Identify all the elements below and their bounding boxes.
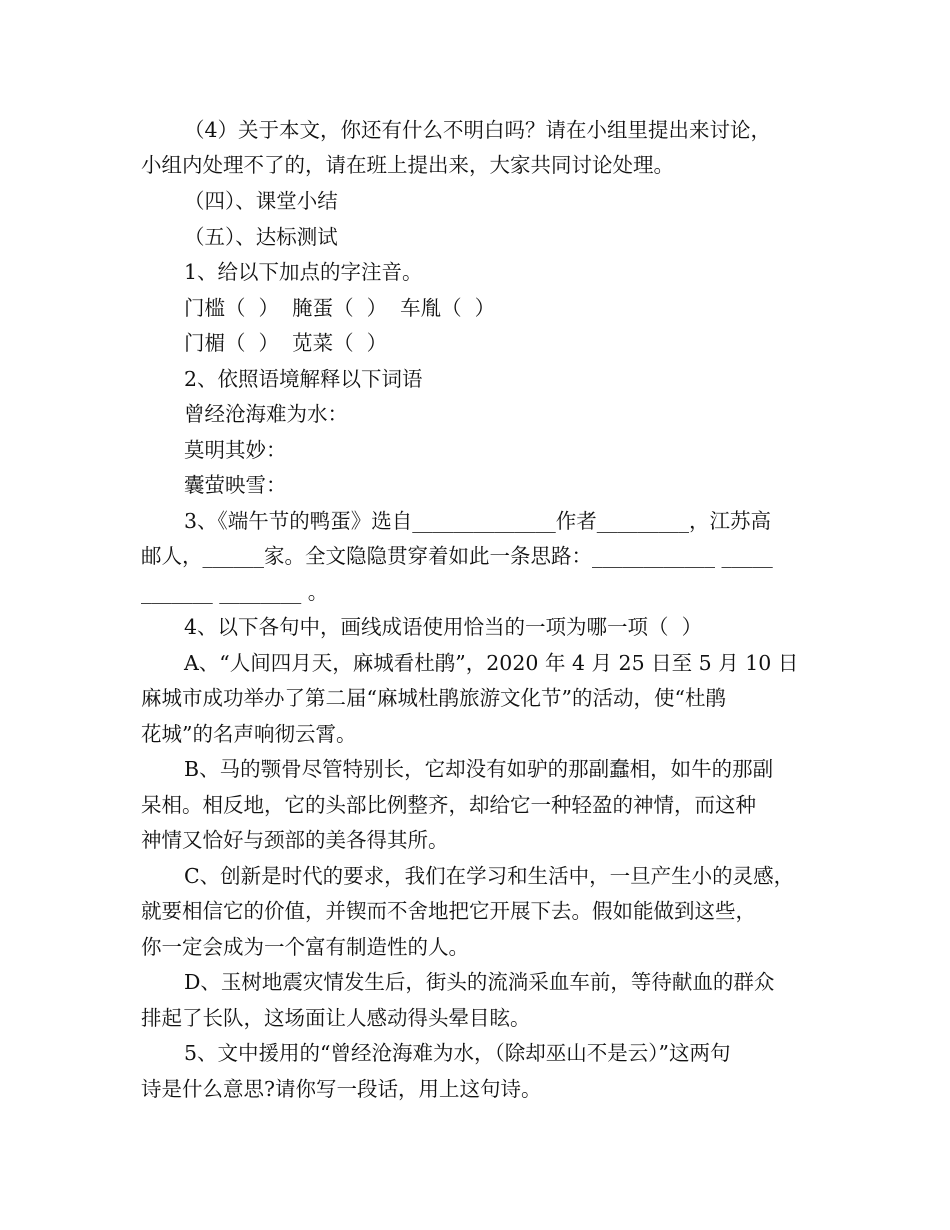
section-heading: （四）、课堂小结: [184, 189, 338, 213]
term-line: 曾经沧海难为水：: [184, 402, 348, 426]
question-line: 2、依照语境解释以下词语: [184, 367, 423, 391]
paragraph-line: 呆相。相反地，它的头部比例整齐，却给它一种轻盈的神情，而这种: [141, 793, 756, 817]
option-line: B、马的颚骨尽管特别长，它却没有如驴的那副蠢相，如牛的那副: [184, 757, 774, 781]
paragraph-line: 你一定会成为一个富有制造性的人。: [141, 935, 469, 959]
section-heading: （五）、达标测试: [184, 225, 338, 249]
paragraph-line: 神情又恰好与颈部的美各得其所。: [141, 828, 449, 852]
paragraph-line: 花城”的名声响彻云霄。: [141, 722, 357, 746]
term-line: 囊萤映雪：: [184, 473, 287, 497]
paragraph-line: 邮人，______家。全文隐隐贯穿着如此一条思路：____________ _____: [141, 544, 773, 568]
option-line: D、玉树地震灾情发生后，街头的流淌采血车前，等待献血的群众: [184, 970, 775, 994]
paragraph-line: 就要相信它的价值，并锲而不舍地把它开展下去。假如能做到这些，: [141, 899, 756, 923]
question-line: 5、文中援用的“曾经沧海难为水，（除却巫山不是云）”这两句: [184, 1041, 731, 1065]
question-line: 4、以下各句中，画线成语使用恰当的一项为哪一项（ ）: [184, 615, 703, 639]
paragraph-line: 诗是什么意思?请你写一段话，用上这句诗。: [141, 1077, 542, 1101]
question-line: 1、给以下加点的字注音。: [184, 260, 423, 284]
paragraph-line: 排起了长队，这场面让人感动得头晕目眩。: [141, 1006, 531, 1030]
paragraph-line: _______ ________ 。: [141, 580, 329, 604]
option-line: A、“人间四月天，麻城看杜鹃”，2020 年 4 月 25 日至 5 月 10 日: [184, 651, 799, 675]
option-line: C、创新是时代的要求，我们在学习和生活中，一旦产生小的灵感，: [184, 864, 795, 888]
pinyin-row: 门楣（ ） 苋菜（ ）: [184, 331, 388, 355]
paragraph-line: 麻城市成功举办了第二届“麻城杜鹃旅游文化节”的活动，使“杜鹃: [141, 686, 726, 710]
paragraph-line: 小组内处理不了的，请在班上提出来，大家共同讨论处理。: [141, 153, 674, 177]
question-line: 3、《端午节的鸭蛋》选自______________作者_________，江苏高: [184, 509, 772, 533]
pinyin-row: 门槛（ ） 腌蛋（ ） 车胤（ ）: [184, 296, 496, 320]
term-line: 莫明其妙：: [184, 438, 287, 462]
paragraph-line: （4）关于本文，你还有什么不明白吗？请在小组里提出来讨论，: [184, 118, 772, 142]
